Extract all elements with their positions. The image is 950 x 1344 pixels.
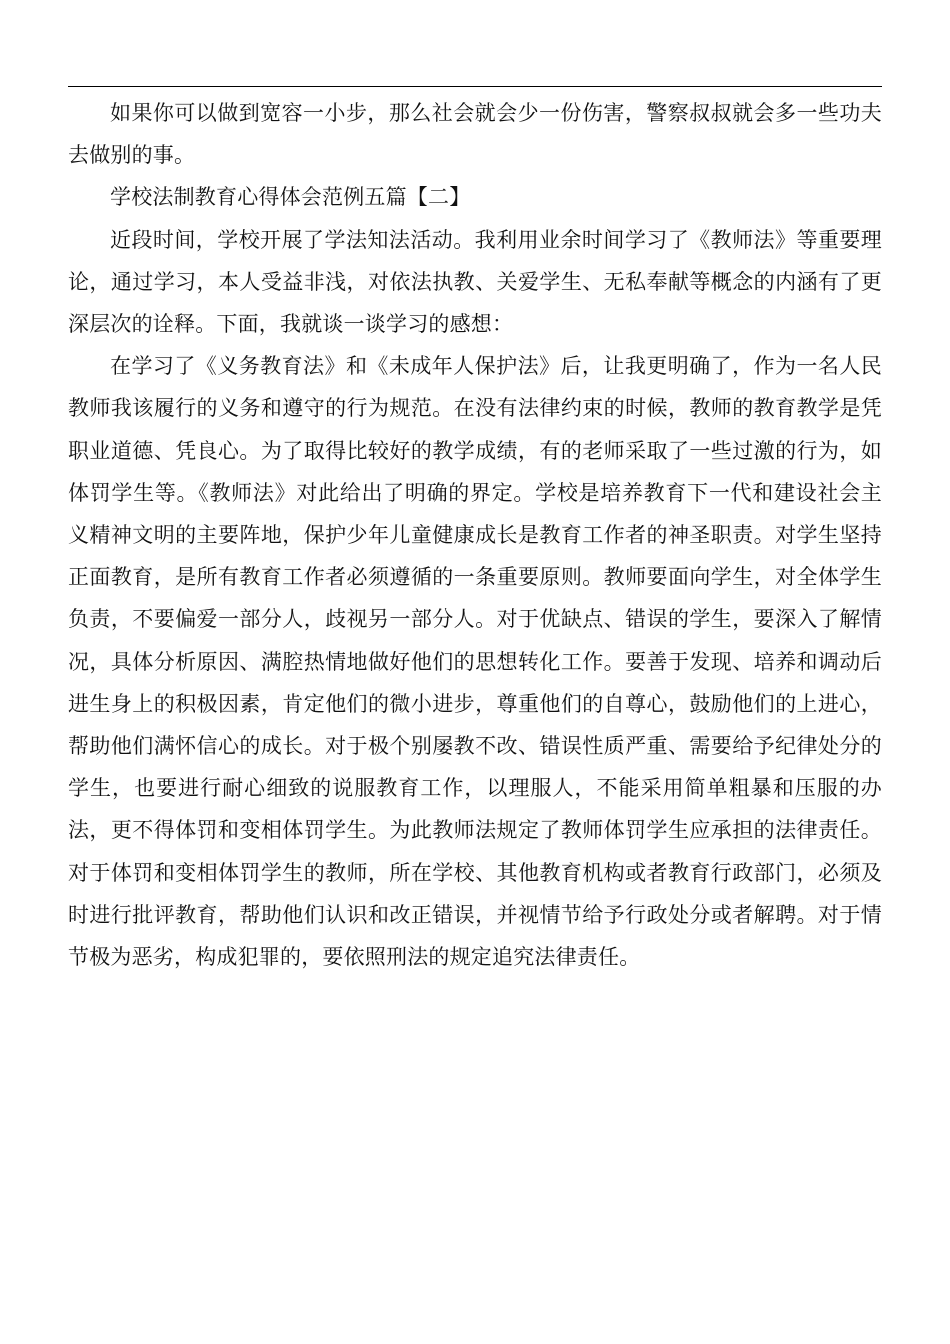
paragraph-main: 在学习了《义务教育法》和《未成年人保护法》后，让我更明确了，作为一名人民教师我该履行的义务和遵守的行为规范。在没有法律约束的时候，教师的教育教学是凭职业道德、凭良心。为了取得比较好的教学成绩，有的老师采取了一些过激的行为，如体罚学生等。《教师法》对此给出了明确的界定。学校是培养教育下一代和建设社会主义精神文明的主要阵地，保护少年儿童健康成长是教育工作者的神圣职责。对学生坚持正面教育，是所有教育工作者必须遵循的一条重要原则。教师要面向学生，对全体学生负责，不要偏爱一部分人，歧视另一部分人。对于优缺点、错误的学生，要深入了解情况，具体分析原因、满腔热情地做好他们的思想转化工作。要善于发现、培养和调动后进生身上的积极因素，肯定他们的微小进步，尊重他们的自尊心，鼓励他们的上进心，帮助他们满怀信心的成长。对于极个别屡教不改、错误性质严重、需要给予纪律处分的学生，也要进行耐心细致的说服教育工作，以理服人，不能采用简单粗暴和压服的办法，更不得体罚和变相体罚学生。为此教师法规定了教师体罚学生应承担的法律责任。对于体罚和变相体罚学生的教师，所在学校、其他教育机构或者教育行政部门，必须及时进行批评教育，帮助他们认识和改正错误，并视情节给予行政处分或者解聘。对于情节极为恶劣，构成犯罪的，要依照刑法的规定追究法律责任。 [68, 354, 882, 970]
header-rule [68, 86, 882, 87]
paragraph-closing: 如果你可以做到宽容一小步，那么社会就会少一份伤害，警察叔叔就会多一些功夫去做别的事。 [68, 101, 882, 168]
document-body [68, 92, 882, 978]
section-heading: 学校法制教育心得体会范例五篇【二】 [110, 185, 471, 210]
paragraph-intro: 近段时间，学校开展了学法知法活动。我利用业余时间学习了《教师法》等重要理论，通过学习，本人受益非浅，对依法执教、关爱学生、无私奉献等概念的内涵有了更深层次的诠释。下面，我就谈一谈学习的感想： [68, 227, 882, 337]
